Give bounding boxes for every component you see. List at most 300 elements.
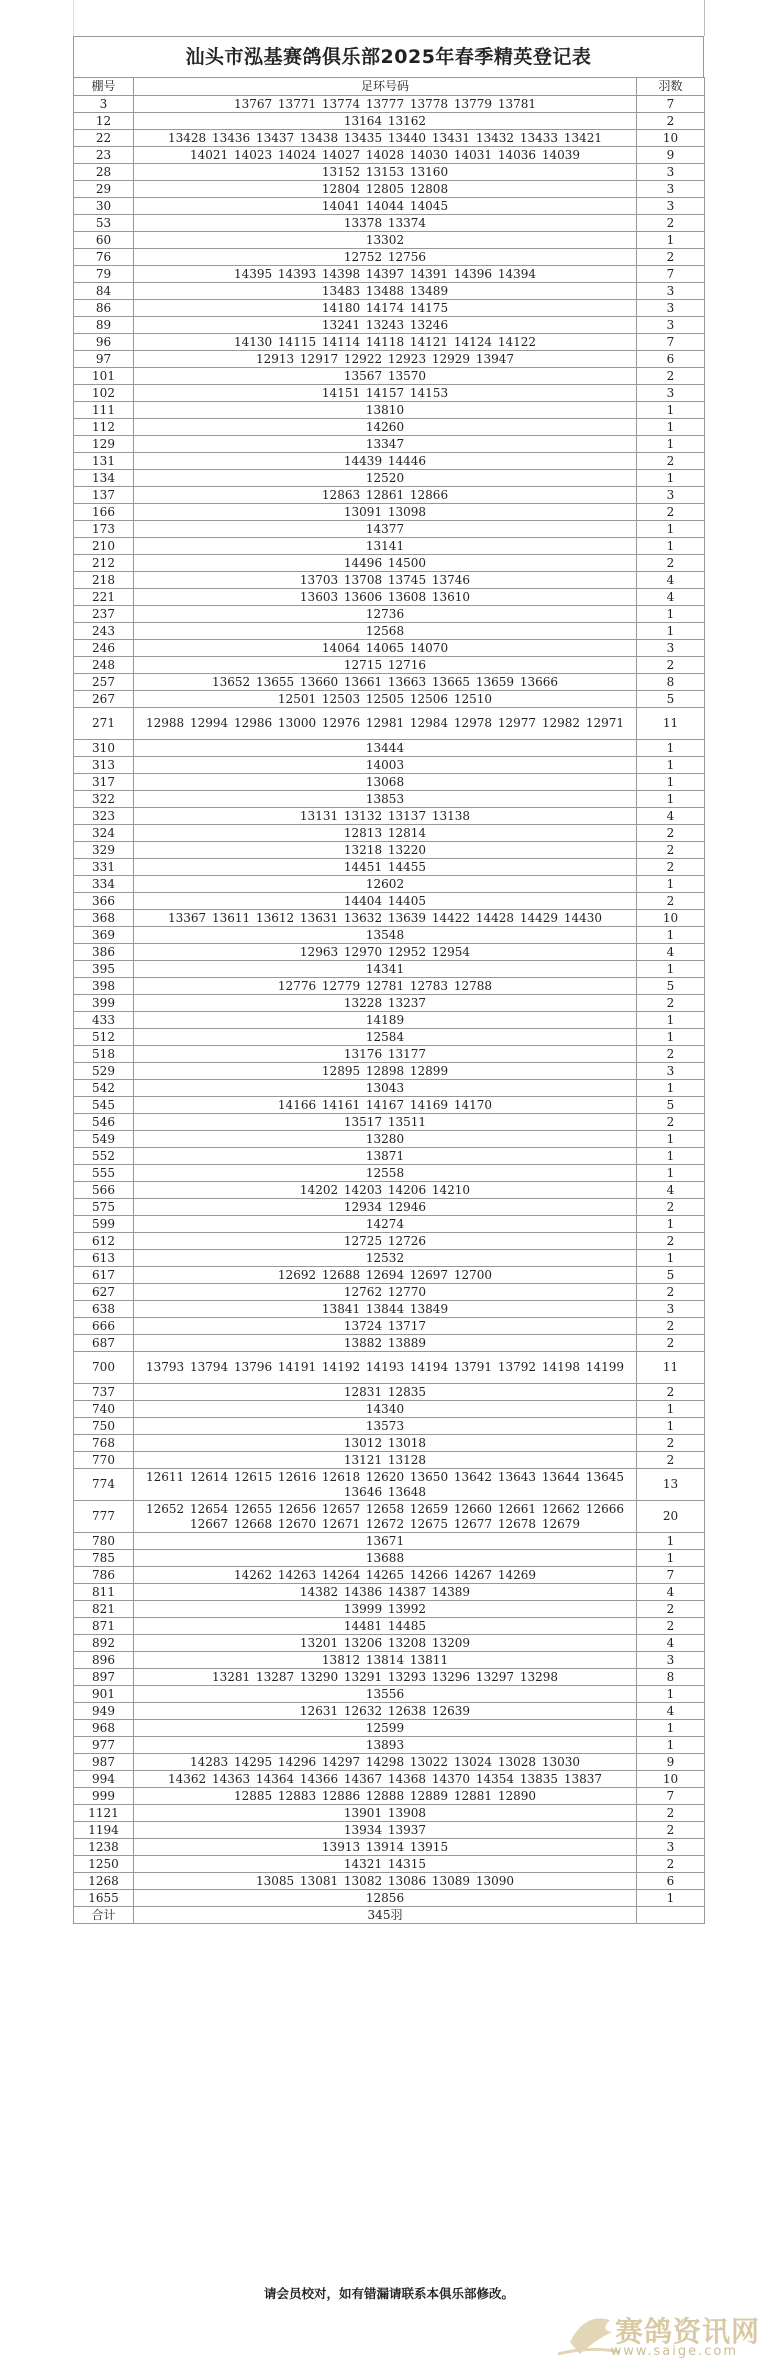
cell-count: 2 — [637, 893, 705, 910]
cell-count: 4 — [637, 944, 705, 961]
cell-count: 8 — [637, 674, 705, 691]
cell-count: 1 — [637, 1418, 705, 1435]
table-row — [74, 1131, 705, 1148]
cell-shed: 768 — [74, 1435, 134, 1452]
cell-count: 2 — [637, 995, 705, 1012]
watermark-url: www.saige.com — [610, 2344, 738, 2359]
table-row — [74, 1182, 705, 1199]
cell-count: 9 — [637, 147, 705, 164]
table-row — [74, 910, 705, 927]
cell-rings: 12725 12726 — [134, 1233, 637, 1250]
table-row — [74, 640, 705, 657]
cell-count: 2 — [637, 657, 705, 674]
table-row — [74, 181, 705, 198]
cell-rings: 14202 14203 14206 14210 — [134, 1182, 637, 1199]
cell-count: 2 — [637, 1199, 705, 1216]
table-row — [74, 1788, 705, 1805]
cell-shed: 134 — [74, 470, 134, 487]
cell-rings: 12895 12898 12899 — [134, 1063, 637, 1080]
cell-rings: 13483 13488 13489 — [134, 283, 637, 300]
cell-shed: 267 — [74, 691, 134, 708]
cell-count: 2 — [637, 1618, 705, 1635]
table-row — [74, 113, 705, 130]
table-row — [74, 504, 705, 521]
cell-count: 4 — [637, 1182, 705, 1199]
cell-rings: 12885 12883 12886 12888 12889 12881 12890 — [134, 1788, 637, 1805]
cell-rings: 14283 14295 14296 14297 14298 13022 13024 13028 13030 — [134, 1754, 637, 1771]
cell-shed: 89 — [74, 317, 134, 334]
cell-shed: 369 — [74, 927, 134, 944]
table-row — [74, 808, 705, 825]
cell-rings: 14262 14263 14264 14265 14266 14267 14269 — [134, 1567, 637, 1584]
table-row — [74, 572, 705, 589]
table-row — [74, 300, 705, 317]
cell-count: 1 — [637, 757, 705, 774]
cell-rings: 13281 13287 13290 13291 13293 13296 13297 13298 — [134, 1669, 637, 1686]
cell-shed: 1655 — [74, 1890, 134, 1907]
cell-count: 7 — [637, 1567, 705, 1584]
table-row — [74, 657, 705, 674]
cell-rings: 12856 — [134, 1890, 637, 1907]
cell-shed: 613 — [74, 1250, 134, 1267]
cell-shed: 566 — [74, 1182, 134, 1199]
cell-rings: 13444 — [134, 740, 637, 757]
cell-rings: 14404 14405 — [134, 893, 637, 910]
cell-shed: 786 — [74, 1567, 134, 1584]
table-row — [74, 691, 705, 708]
cell-count: 4 — [637, 589, 705, 606]
cell-rings: 12599 — [134, 1720, 637, 1737]
cell-count: 3 — [637, 198, 705, 215]
table-row — [74, 555, 705, 572]
cell-rings: 12736 — [134, 606, 637, 623]
table-row — [74, 232, 705, 249]
cell-shed: 737 — [74, 1384, 134, 1401]
table-row — [74, 385, 705, 402]
cell-count: 1 — [637, 1165, 705, 1182]
cell-count: 3 — [637, 164, 705, 181]
cell-rings: 13141 — [134, 538, 637, 555]
total-value: 345羽 — [134, 1907, 637, 1924]
cell-shed: 612 — [74, 1233, 134, 1250]
cell-rings: 14451 14455 — [134, 859, 637, 876]
cell-count: 1 — [637, 606, 705, 623]
table-row — [74, 1618, 705, 1635]
cell-count: 10 — [637, 1771, 705, 1788]
cell-shed: 221 — [74, 589, 134, 606]
table-row — [74, 1199, 705, 1216]
cell-rings: 12963 12970 12952 12954 — [134, 944, 637, 961]
cell-rings: 13302 — [134, 232, 637, 249]
cell-rings: 13091 13098 — [134, 504, 637, 521]
cell-shed: 111 — [74, 402, 134, 419]
cell-rings: 13671 — [134, 1533, 637, 1550]
cell-shed: 218 — [74, 572, 134, 589]
table-row — [74, 1737, 705, 1754]
table-row — [74, 708, 705, 740]
table-row — [74, 1839, 705, 1856]
cell-shed: 1121 — [74, 1805, 134, 1822]
table-row — [74, 1418, 705, 1435]
cell-count: 2 — [637, 1114, 705, 1131]
table-row — [74, 1267, 705, 1284]
cell-shed: 994 — [74, 1771, 134, 1788]
cell-shed: 896 — [74, 1652, 134, 1669]
cell-count: 3 — [637, 317, 705, 334]
cell-rings: 13652 13655 13660 13661 13663 13665 13659 13666 — [134, 674, 637, 691]
cell-rings: 13573 — [134, 1418, 637, 1435]
cell-count: 5 — [637, 1267, 705, 1284]
table-row — [74, 1501, 705, 1533]
cell-rings: 12532 — [134, 1250, 637, 1267]
cell-rings: 12611 12614 12615 12616 12618 12620 13650 13642 13643 13644 13645 13646 13648 — [134, 1469, 637, 1501]
cell-shed: 137 — [74, 487, 134, 504]
table-row — [74, 1114, 705, 1131]
cell-count: 1 — [637, 1401, 705, 1418]
cell-rings: 13812 13814 13811 — [134, 1652, 637, 1669]
cell-shed: 871 — [74, 1618, 134, 1635]
cell-shed: 575 — [74, 1199, 134, 1216]
cell-shed: 555 — [74, 1165, 134, 1182]
cell-rings: 13152 13153 13160 — [134, 164, 637, 181]
cell-rings: 13882 13889 — [134, 1335, 637, 1352]
cell-rings: 13121 13128 — [134, 1452, 637, 1469]
cell-count: 4 — [637, 1703, 705, 1720]
cell-count: 8 — [637, 1669, 705, 1686]
table-row — [74, 740, 705, 757]
cell-shed: 210 — [74, 538, 134, 555]
cell-rings: 12762 12770 — [134, 1284, 637, 1301]
table-row — [74, 283, 705, 300]
cell-rings: 13893 — [134, 1737, 637, 1754]
table-row — [74, 164, 705, 181]
cell-count: 2 — [637, 1284, 705, 1301]
table-row — [74, 961, 705, 978]
cell-count: 1 — [637, 521, 705, 538]
table-row — [74, 1335, 705, 1352]
cell-shed: 545 — [74, 1097, 134, 1114]
cell-count: 1 — [637, 623, 705, 640]
cell-shed: 512 — [74, 1029, 134, 1046]
cell-count: 3 — [637, 1301, 705, 1318]
cell-shed: 617 — [74, 1267, 134, 1284]
cell-shed: 1238 — [74, 1839, 134, 1856]
table-row — [74, 623, 705, 640]
cell-rings: 13012 13018 — [134, 1435, 637, 1452]
table-row — [74, 436, 705, 453]
cell-rings: 12776 12779 12781 12783 12788 — [134, 978, 637, 995]
cell-count: 2 — [637, 504, 705, 521]
cell-count: 1 — [637, 774, 705, 791]
cell-count: 1 — [637, 1686, 705, 1703]
cell-count: 2 — [637, 825, 705, 842]
table-row — [74, 791, 705, 808]
cell-shed: 29 — [74, 181, 134, 198]
table-row — [74, 96, 705, 113]
cell-shed: 53 — [74, 215, 134, 232]
cell-count: 2 — [637, 368, 705, 385]
cell-shed: 329 — [74, 842, 134, 859]
table-row — [74, 402, 705, 419]
table-row — [74, 1012, 705, 1029]
cell-rings: 12584 — [134, 1029, 637, 1046]
cell-rings: 12913 12917 12922 12923 12929 13947 — [134, 351, 637, 368]
cell-shed: 627 — [74, 1284, 134, 1301]
cell-rings: 14362 14363 14364 14366 14367 14368 14370 14354 13835 13837 — [134, 1771, 637, 1788]
cell-shed: 777 — [74, 1501, 134, 1533]
cell-count: 3 — [637, 181, 705, 198]
cell-shed: 366 — [74, 893, 134, 910]
cell-rings: 14189 — [134, 1012, 637, 1029]
cell-count: 9 — [637, 1754, 705, 1771]
table-header-row — [74, 78, 705, 96]
table-row — [74, 1384, 705, 1401]
table-row — [74, 995, 705, 1012]
cell-shed: 3 — [74, 96, 134, 113]
cell-shed: 86 — [74, 300, 134, 317]
table-row — [74, 1318, 705, 1335]
table-row — [74, 1216, 705, 1233]
cell-shed: 248 — [74, 657, 134, 674]
table-row — [74, 130, 705, 147]
table-row — [74, 538, 705, 555]
cell-rings: 13871 — [134, 1148, 637, 1165]
cell-count: 1 — [637, 1148, 705, 1165]
cell-shed: 1194 — [74, 1822, 134, 1839]
cell-shed: 750 — [74, 1418, 134, 1435]
cell-shed: 271 — [74, 708, 134, 740]
cell-count: 2 — [637, 249, 705, 266]
cell-count: 1 — [637, 402, 705, 419]
cell-count: 7 — [637, 334, 705, 351]
table-row — [74, 1771, 705, 1788]
cell-count: 2 — [637, 555, 705, 572]
cell-rings: 14274 — [134, 1216, 637, 1233]
cell-shed: 549 — [74, 1131, 134, 1148]
cell-count: 1 — [637, 436, 705, 453]
table-row — [74, 1890, 705, 1907]
cell-rings: 12752 12756 — [134, 249, 637, 266]
table-row — [74, 1452, 705, 1469]
cell-shed: 331 — [74, 859, 134, 876]
cell-rings: 13085 13081 13082 13086 13089 13090 — [134, 1873, 637, 1890]
table-row — [74, 419, 705, 436]
cell-shed: 529 — [74, 1063, 134, 1080]
cell-rings: 13131 13132 13137 13138 — [134, 808, 637, 825]
cell-rings: 12715 12716 — [134, 657, 637, 674]
cell-shed: 518 — [74, 1046, 134, 1063]
cell-rings: 13853 — [134, 791, 637, 808]
table-row — [74, 1669, 705, 1686]
cell-count: 1 — [637, 1216, 705, 1233]
cell-rings: 14180 14174 14175 — [134, 300, 637, 317]
cell-count: 1 — [637, 1737, 705, 1754]
table-row — [74, 317, 705, 334]
cell-shed: 96 — [74, 334, 134, 351]
cell-shed: 638 — [74, 1301, 134, 1318]
cell-shed: 897 — [74, 1669, 134, 1686]
cell-shed: 173 — [74, 521, 134, 538]
cell-count: 1 — [637, 232, 705, 249]
cell-rings: 13201 13206 13208 13209 — [134, 1635, 637, 1652]
table-row — [74, 1435, 705, 1452]
total-label: 合计 — [74, 1907, 134, 1924]
cell-shed: 22 — [74, 130, 134, 147]
cell-count: 2 — [637, 1046, 705, 1063]
cell-rings: 14377 — [134, 521, 637, 538]
table-row — [74, 944, 705, 961]
cell-count: 3 — [637, 1652, 705, 1669]
cell-rings: 13913 13914 13915 — [134, 1839, 637, 1856]
total-empty — [637, 1907, 705, 1924]
table-row — [74, 1284, 705, 1301]
cell-count: 1 — [637, 740, 705, 757]
cell-count: 2 — [637, 1856, 705, 1873]
cell-count: 2 — [637, 1805, 705, 1822]
cell-shed: 599 — [74, 1216, 134, 1233]
cell-shed: 987 — [74, 1754, 134, 1771]
cell-shed: 243 — [74, 623, 134, 640]
cell-shed: 323 — [74, 808, 134, 825]
cell-rings: 12813 12814 — [134, 825, 637, 842]
cell-shed: 129 — [74, 436, 134, 453]
cell-shed: 811 — [74, 1584, 134, 1601]
cell-rings: 14481 14485 — [134, 1618, 637, 1635]
cell-shed: 770 — [74, 1452, 134, 1469]
table-row — [74, 470, 705, 487]
registration-sheet — [73, 36, 704, 1924]
cell-shed: 399 — [74, 995, 134, 1012]
cell-shed: 79 — [74, 266, 134, 283]
cell-rings: 13068 — [134, 774, 637, 791]
cell-rings: 13378 13374 — [134, 215, 637, 232]
cell-count: 2 — [637, 842, 705, 859]
cell-count: 2 — [637, 1601, 705, 1618]
table-row — [74, 859, 705, 876]
cell-rings: 12988 12994 12986 13000 12976 12981 12984 12978 12977 12982 12971 — [134, 708, 637, 740]
cell-count: 1 — [637, 538, 705, 555]
cell-count: 2 — [637, 1452, 705, 1469]
cell-shed: 112 — [74, 419, 134, 436]
table-row — [74, 334, 705, 351]
cell-rings: 14395 14393 14398 14397 14391 14396 14394 — [134, 266, 637, 283]
cell-rings: 14151 14157 14153 — [134, 385, 637, 402]
cell-rings: 14382 14386 14387 14389 — [134, 1584, 637, 1601]
cell-rings: 13556 — [134, 1686, 637, 1703]
cell-rings: 13517 13511 — [134, 1114, 637, 1131]
table-row — [74, 1352, 705, 1384]
frame-line-left — [73, 0, 74, 36]
cell-count: 1 — [637, 470, 705, 487]
table-row — [74, 1822, 705, 1839]
cell-shed: 313 — [74, 757, 134, 774]
cell-count: 5 — [637, 691, 705, 708]
cell-rings: 13603 13606 13608 13610 — [134, 589, 637, 606]
cell-count: 1 — [637, 791, 705, 808]
cell-shed: 310 — [74, 740, 134, 757]
cell-count: 3 — [637, 640, 705, 657]
cell-rings: 12934 12946 — [134, 1199, 637, 1216]
cell-rings: 14439 14446 — [134, 453, 637, 470]
table-row — [74, 453, 705, 470]
cell-rings: 12863 12861 12866 — [134, 487, 637, 504]
cell-count: 1 — [637, 1533, 705, 1550]
cell-count: 2 — [637, 859, 705, 876]
cell-shed: 433 — [74, 1012, 134, 1029]
cell-count: 10 — [637, 130, 705, 147]
cell-shed: 84 — [74, 283, 134, 300]
cell-shed: 552 — [74, 1148, 134, 1165]
table-row — [74, 1233, 705, 1250]
header-rings: 足环号码 — [134, 78, 637, 96]
cell-rings: 12520 — [134, 470, 637, 487]
cell-rings: 13793 13794 13796 14191 14192 14193 14194 13791 13792 14198 14199 — [134, 1352, 637, 1384]
cell-rings: 12652 12654 12655 12656 12657 12658 12659 12660 12661 12662 12666 12667 12668 12670 12671 12672 12675 12677 12678 12679 — [134, 1501, 637, 1533]
table-row — [74, 876, 705, 893]
table-row — [74, 266, 705, 283]
cell-count: 4 — [637, 1635, 705, 1652]
cell-count: 6 — [637, 1873, 705, 1890]
cell-rings: 14041 14044 14045 — [134, 198, 637, 215]
cell-rings: 13548 — [134, 927, 637, 944]
cell-count: 2 — [637, 1435, 705, 1452]
cell-shed: 257 — [74, 674, 134, 691]
table-row — [74, 978, 705, 995]
cell-count: 3 — [637, 487, 705, 504]
cell-rings: 14496 14500 — [134, 555, 637, 572]
table-row — [74, 1550, 705, 1567]
cell-rings: 12692 12688 12694 12697 12700 — [134, 1267, 637, 1284]
table-row — [74, 1720, 705, 1737]
cell-shed: 212 — [74, 555, 134, 572]
cell-count: 1 — [637, 876, 705, 893]
cell-rings: 13280 — [134, 1131, 637, 1148]
table-row — [74, 1635, 705, 1652]
table-row — [74, 825, 705, 842]
cell-count: 1 — [637, 1131, 705, 1148]
table-row — [74, 893, 705, 910]
cell-count: 1 — [637, 1029, 705, 1046]
cell-count: 2 — [637, 113, 705, 130]
cell-count: 4 — [637, 1584, 705, 1601]
cell-count: 3 — [637, 1839, 705, 1856]
cell-rings: 12602 — [134, 876, 637, 893]
table-row — [74, 1097, 705, 1114]
cell-shed: 246 — [74, 640, 134, 657]
cell-shed: 322 — [74, 791, 134, 808]
cell-shed: 774 — [74, 1469, 134, 1501]
cell-shed: 23 — [74, 147, 134, 164]
cell-shed: 901 — [74, 1686, 134, 1703]
cell-rings: 14130 14115 14114 14118 14121 14124 14122 — [134, 334, 637, 351]
cell-count: 2 — [637, 1233, 705, 1250]
cell-count: 2 — [637, 1822, 705, 1839]
cell-rings: 13218 13220 — [134, 842, 637, 859]
table-row — [74, 351, 705, 368]
cell-count: 11 — [637, 708, 705, 740]
cell-count: 1 — [637, 1890, 705, 1907]
table-row — [74, 606, 705, 623]
cell-shed: 821 — [74, 1601, 134, 1618]
table-row — [74, 1250, 705, 1267]
table-row — [74, 1401, 705, 1418]
cell-count: 10 — [637, 910, 705, 927]
cell-count: 4 — [637, 808, 705, 825]
cell-shed: 324 — [74, 825, 134, 842]
cell-shed: 666 — [74, 1318, 134, 1335]
header-shed: 棚号 — [74, 78, 134, 96]
table-row — [74, 1805, 705, 1822]
